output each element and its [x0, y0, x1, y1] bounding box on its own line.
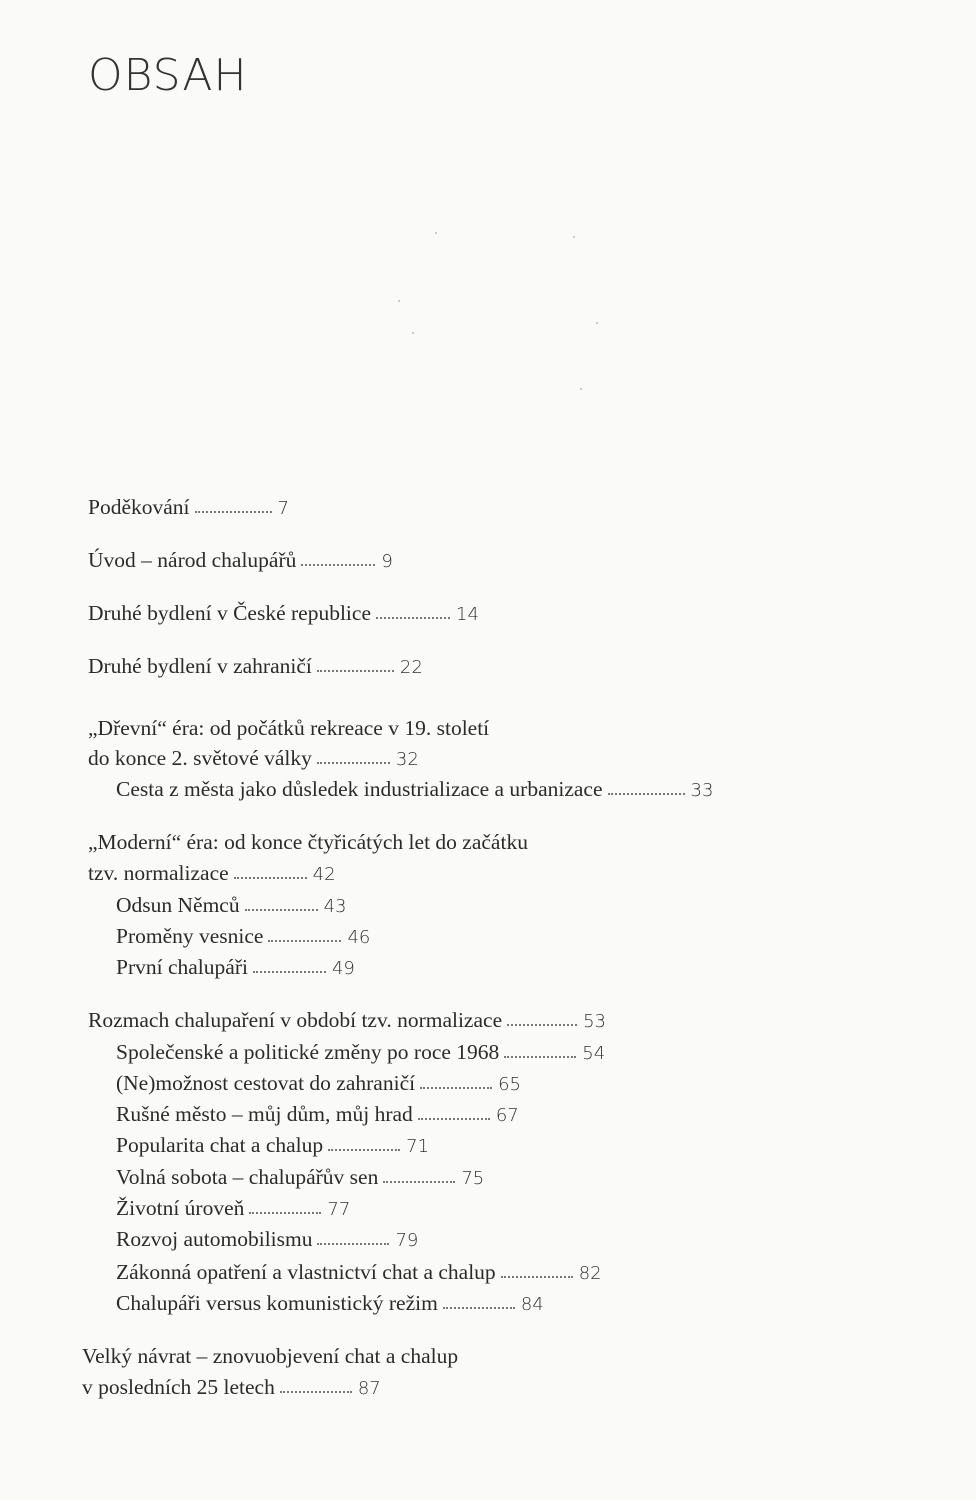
toc-entry-page: 14	[456, 604, 479, 625]
dot-leader	[504, 1056, 576, 1058]
toc-entry-title: tzv. normalizace	[88, 861, 229, 885]
dot-leader	[268, 940, 341, 942]
toc-entry	[82, 1342, 458, 1370]
toc-entry-title: Životní úroveň	[116, 1196, 245, 1220]
toc-entry	[88, 714, 489, 742]
toc-entry-title: První chalupáři	[116, 955, 248, 979]
toc-entry-page: 77	[327, 1199, 351, 1220]
toc-entry-page: 75	[461, 1168, 485, 1189]
toc-entry-title: Cesta z města jako důsledek industrializace a urbanizace	[116, 777, 603, 801]
toc-entry-page: 33	[690, 780, 714, 801]
dot-leader	[376, 617, 450, 619]
toc-subentry	[116, 1131, 429, 1161]
dot-leader	[249, 1212, 321, 1214]
toc-entry-page: 46	[347, 927, 371, 948]
toc-entry-page: 79	[395, 1230, 419, 1251]
toc-entry-page: 87	[357, 1378, 381, 1399]
toc-entry-page: 54	[582, 1043, 606, 1064]
toc-entry-title: Druhé bydlení v České republice	[88, 601, 371, 625]
toc-entry-title: Chalupáři versus komunistický režim	[116, 1291, 438, 1315]
paper-speck	[580, 388, 582, 390]
toc-subentry	[116, 891, 347, 921]
toc-entry-title: Úvod – národ chalupářů	[88, 548, 297, 572]
toc-subentry	[116, 1038, 605, 1068]
toc-entry	[88, 599, 479, 629]
dot-leader	[234, 877, 307, 879]
paper-speck	[435, 232, 437, 234]
toc-entry-title: Společenské a politické změny po roce 1968	[116, 1040, 500, 1064]
toc-entry	[82, 1373, 381, 1403]
toc-entry-title: Velký návrat – znovuobjevení chat a chalup	[82, 1344, 459, 1368]
dot-leader	[501, 1276, 573, 1278]
page-title: OBSAH	[88, 50, 248, 101]
dot-leader	[420, 1087, 492, 1089]
toc-entry-page: 9	[381, 551, 393, 572]
toc-subentry	[116, 775, 713, 805]
toc-subentry	[116, 922, 370, 952]
toc-entry-title: (Ne)možnost cestovat do zahraničí	[116, 1071, 416, 1095]
dot-leader	[317, 670, 394, 672]
toc-entry	[88, 744, 419, 774]
dot-leader	[383, 1181, 455, 1183]
paper-speck	[596, 322, 598, 324]
toc-entry-title: Odsun Němců	[116, 893, 240, 917]
toc-entry-page: 32	[395, 749, 419, 770]
toc-entry	[88, 652, 423, 682]
toc-entry-title: Rozvoj automobilismu	[116, 1227, 313, 1251]
toc-entry-title: „Moderní“ éra: od konce čtyřicátých let do začátku	[88, 830, 528, 854]
dot-leader	[245, 909, 318, 911]
dot-leader	[507, 1024, 577, 1026]
dot-leader	[280, 1391, 352, 1393]
paper-speck	[398, 300, 400, 302]
toc-entry-page: 42	[312, 864, 336, 885]
toc-subentry	[116, 953, 355, 983]
dot-leader	[317, 1243, 389, 1245]
toc-entry-title: Zákonná opatření a vlastnictví chat a chalup	[116, 1260, 496, 1284]
dot-leader	[253, 971, 326, 973]
toc-entry	[88, 546, 393, 576]
toc-entry-title: Rozmach chalupaření v období tzv. normalizace	[88, 1008, 503, 1032]
toc-subentry	[116, 1289, 544, 1319]
toc-entry-page: 67	[495, 1105, 519, 1126]
toc-entry-title: v posledních 25 letech	[82, 1375, 275, 1399]
toc-entry-page: 84	[520, 1294, 544, 1315]
toc-subentry	[116, 1163, 484, 1193]
toc-entry-page: 53	[583, 1011, 607, 1032]
toc-subentry	[116, 1194, 350, 1224]
toc-entry-title: Rušné město – můj dům, můj hrad	[116, 1102, 413, 1126]
paper-speck	[573, 236, 575, 238]
toc-subentry	[116, 1258, 602, 1288]
toc-entry	[88, 828, 528, 856]
dot-leader	[301, 564, 375, 566]
toc-entry-page: 49	[331, 958, 355, 979]
toc-entry-page: 71	[406, 1136, 430, 1157]
dot-leader	[317, 762, 390, 764]
paper-speck	[412, 332, 414, 334]
dot-leader	[328, 1149, 400, 1151]
toc-entry-page: 22	[399, 657, 423, 678]
toc-entry-title: Poděkování	[88, 495, 190, 519]
toc-subentry	[116, 1069, 521, 1099]
toc-entry-page: 82	[578, 1263, 602, 1284]
toc-entry-title: „Dřevní“ éra: od počátků rekreace v 19. století	[88, 716, 490, 740]
toc-entry-title: do konce 2. světové války	[88, 746, 312, 770]
toc-subentry	[116, 1100, 519, 1130]
toc-entry-page: 7	[277, 498, 289, 519]
dot-leader	[443, 1307, 515, 1309]
toc-subentry	[116, 1225, 418, 1255]
toc-entry-title: Proměny vesnice	[116, 924, 264, 948]
toc-entry-page: 43	[323, 896, 347, 917]
dot-leader	[195, 511, 272, 513]
toc-entry	[88, 859, 336, 889]
dot-leader	[418, 1118, 490, 1120]
dot-leader	[608, 793, 685, 795]
toc-entry	[88, 1006, 606, 1036]
toc-entry-title: Volná sobota – chalupářův sen	[116, 1165, 379, 1189]
toc-entry-page: 65	[498, 1074, 521, 1095]
toc-entry-title: Druhé bydlení v zahraničí	[88, 654, 312, 678]
toc-entry-title: Popularita chat a chalup	[116, 1133, 324, 1157]
toc-entry	[88, 493, 289, 523]
